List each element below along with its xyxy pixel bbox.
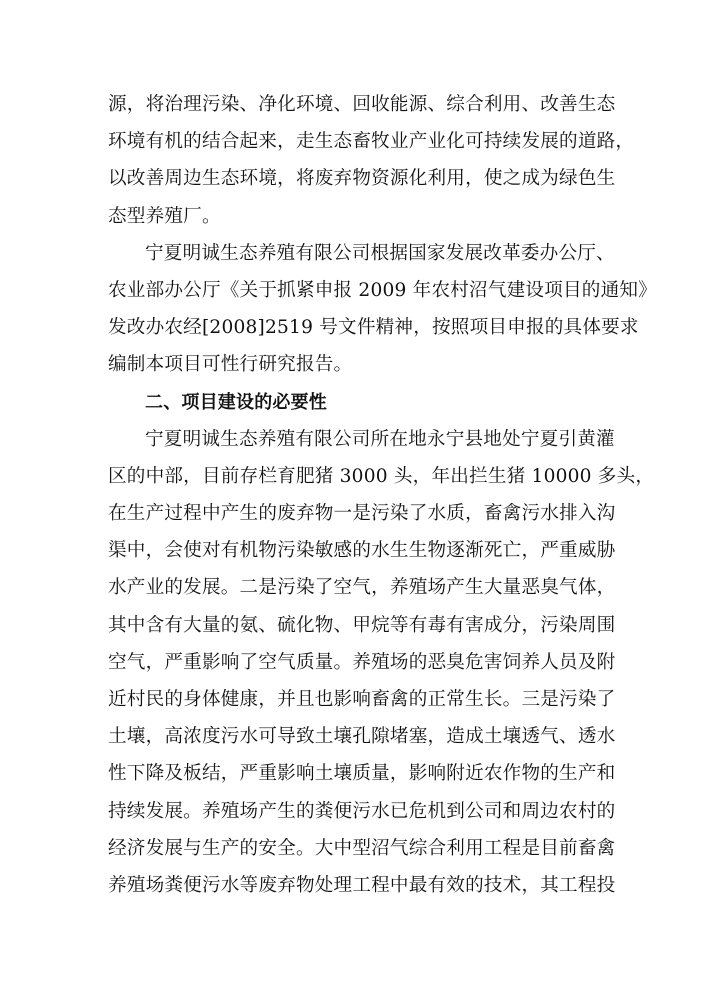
section-heading: 二、项目建设的必要性	[145, 391, 327, 413]
text-line: 养殖场粪便污水等废弃物处理工程中最有效的技术，其工程投	[108, 874, 616, 896]
text-line: 性下降及板结，严重影响土壤质量，影响附近农作物的生产和	[108, 763, 616, 785]
text-line: 在生产过程中产生的废弃物一是污染了水质，畜禽污水排入沟	[108, 503, 616, 525]
text-line: 区的中部，目前存栏育肥猪 3000 头，年出拦生猪 10000 多头，	[108, 465, 655, 487]
paragraph-2	[108, 235, 657, 384]
text-line: 发改办农经[2008]2519 号文件精神，按照项目申报的具体要求	[108, 317, 639, 339]
text-line: 宁夏明诚生态养殖有限公司所在地永宁县地处宁夏引黄灌	[145, 428, 615, 450]
text-line: 农业部办公厅《关于抓紧申报 2009 年农村沼气建设项目的通知》	[108, 279, 657, 301]
text-line: 源，将治理污染、净化环境、回收能源、综合利用、改善生态	[108, 94, 616, 115]
text-line: 编制本项目可性行研究报告。	[108, 354, 353, 376]
text-line: 渠中，会使对有机物污染敏感的水生生物逐渐死亡，严重威胁	[108, 540, 616, 562]
text-line: 水产业的发展。二是污染了空气，养殖场产生大量恶臭气体，	[108, 577, 616, 599]
text-line: 以改善周边生态环境，将废弃物资源化利用，使之成为绿色生	[108, 168, 616, 190]
text-line: 态型养殖厂。	[108, 205, 221, 227]
document-body	[108, 86, 657, 904]
text-line: 土壤，高浓度污水可导致土壤孔隙堵塞，造成土壤透气、透水	[108, 726, 616, 748]
text-line: 宁夏明诚生态养殖有限公司根据国家发展改革委办公厅、	[145, 242, 615, 264]
text-line: 持续发展。养殖场产生的粪便污水已危机到公司和周边农村的	[108, 800, 616, 822]
text-line: 其中含有大量的氨、硫化物、甲烷等有毒有害成分，污染周围	[108, 614, 616, 636]
text-line: 空气，严重影响了空气质量。养殖场的恶臭危害饲养人员及附	[108, 651, 616, 673]
paragraph-1	[108, 86, 635, 235]
text-line: 近村民的身体健康，并且也影响畜禽的正常生长。三是污染了	[108, 689, 616, 710]
text-line: 经济发展与生产的安全。大中型沼气综合利用工程是目前畜禽	[108, 837, 616, 859]
paragraph-3	[108, 421, 655, 904]
text-line: 环境有机的结合起来，走生态畜牧业产业化可持续发展的道路，	[108, 131, 635, 153]
